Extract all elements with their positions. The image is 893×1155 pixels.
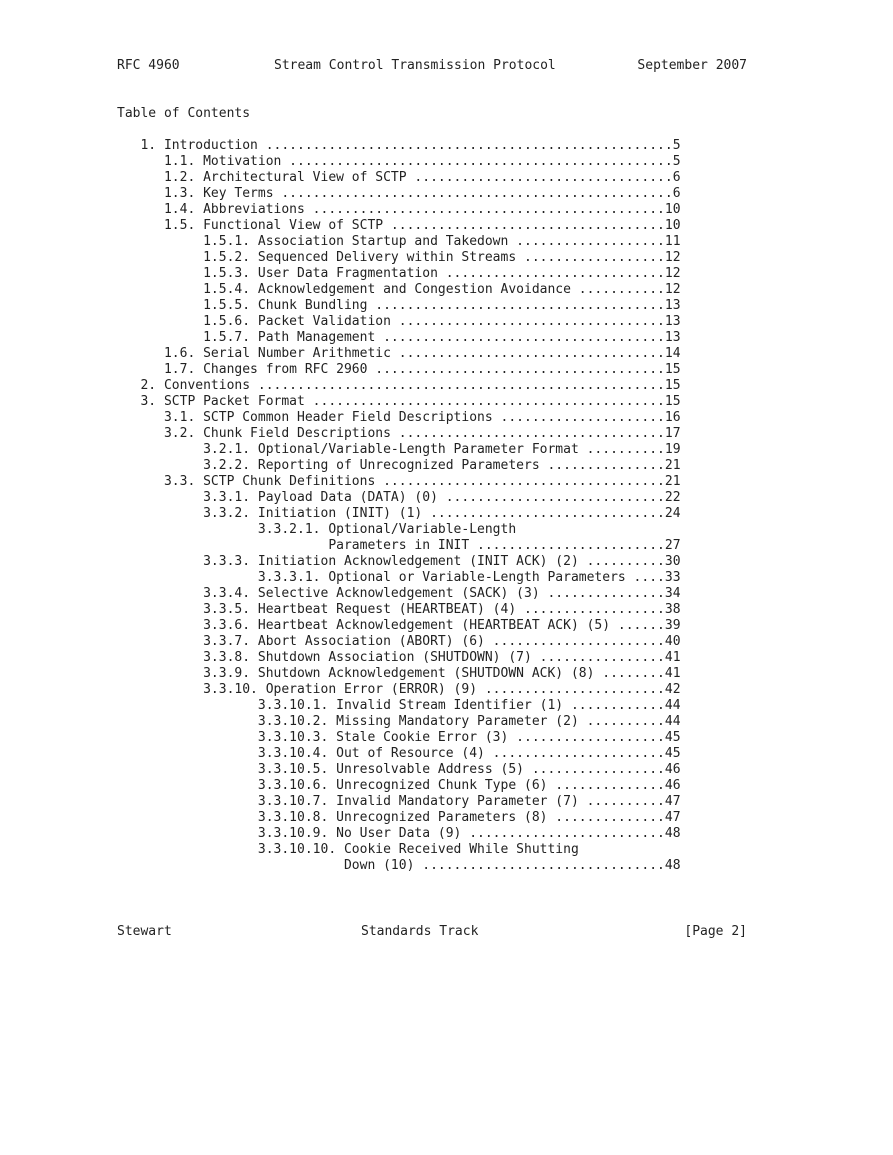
toc-entry[interactable]: 1.5.7. Path Management ....................................13 bbox=[117, 330, 681, 345]
toc-entry[interactable]: 3.3.10.6. Unrecognized Chunk Type (6) ..............46 bbox=[117, 778, 681, 793]
toc-entry[interactable]: 1. Introduction ....................................................5 bbox=[117, 138, 681, 153]
table-of-contents bbox=[117, 138, 747, 874]
header-date: September 2007 bbox=[637, 58, 747, 73]
page-header bbox=[117, 58, 747, 74]
toc-entry[interactable]: 3.3.3.1. Optional or Variable-Length Parameters ....33 bbox=[117, 570, 681, 585]
toc-heading: Table of Contents bbox=[117, 106, 251, 121]
toc-entry[interactable]: 3.1. SCTP Common Header Field Descriptions .....................16 bbox=[117, 410, 681, 425]
toc-entry[interactable]: 3.3.10.10. Cookie Received While Shutting bbox=[117, 842, 579, 857]
footer-author: Stewart bbox=[117, 924, 172, 939]
toc-entry[interactable]: 3.3.10.9. No User Data (9) .........................48 bbox=[117, 826, 681, 841]
toc-entry[interactable]: 1.2. Architectural View of SCTP .................................6 bbox=[117, 170, 681, 185]
toc-entry[interactable]: 3.3.2.1. Optional/Variable-Length bbox=[117, 522, 517, 537]
toc-entry[interactable]: 3.3.9. Shutdown Acknowledgement (SHUTDOWN ACK) (8) ........41 bbox=[117, 666, 681, 681]
toc-entry[interactable]: 3.2.2. Reporting of Unrecognized Parameters ...............21 bbox=[117, 458, 681, 473]
toc-entry[interactable]: Down (10) ...............................48 bbox=[117, 858, 681, 873]
toc-entry[interactable]: 3.3.10.5. Unresolvable Address (5) .................46 bbox=[117, 762, 681, 777]
toc-entry[interactable]: 3.3.10.1. Invalid Stream Identifier (1) ............44 bbox=[117, 698, 681, 713]
toc-entry[interactable]: 3.3.8. Shutdown Association (SHUTDOWN) (7) ................41 bbox=[117, 650, 681, 665]
toc-entry[interactable]: 1.5.5. Chunk Bundling .....................................13 bbox=[117, 298, 681, 313]
toc-entry[interactable]: 1.6. Serial Number Arithmetic ..................................14 bbox=[117, 346, 681, 361]
toc-entry[interactable]: 3.3.7. Abort Association (ABORT) (6) ......................40 bbox=[117, 634, 681, 649]
toc-entry[interactable]: 1.7. Changes from RFC 2960 .....................................15 bbox=[117, 362, 681, 377]
header-rfc-number: RFC 4960 bbox=[117, 58, 180, 73]
toc-entry[interactable]: 1.5.4. Acknowledgement and Congestion Avoidance ...........12 bbox=[117, 282, 681, 297]
toc-entry[interactable]: 3.3.10. Operation Error (ERROR) (9) .......................42 bbox=[117, 682, 681, 697]
toc-entry[interactable]: 1.4. Abbreviations .............................................10 bbox=[117, 202, 681, 217]
toc-entry[interactable]: 1.5.6. Packet Validation ..................................13 bbox=[117, 314, 681, 329]
toc-entry[interactable]: 1.5.1. Association Startup and Takedown ...................11 bbox=[117, 234, 681, 249]
toc-entry[interactable]: Parameters in INIT ........................27 bbox=[117, 538, 681, 553]
toc-entry[interactable]: 3.2.1. Optional/Variable-Length Parameter Format ..........19 bbox=[117, 442, 681, 457]
toc-entry[interactable]: 3.3.10.3. Stale Cookie Error (3) ...................45 bbox=[117, 730, 681, 745]
toc-entry[interactable]: 3.3. SCTP Chunk Definitions ....................................21 bbox=[117, 474, 681, 489]
header-title: Stream Control Transmission Protocol bbox=[274, 58, 556, 73]
toc-entry[interactable]: 3.3.4. Selective Acknowledgement (SACK) (3) ...............34 bbox=[117, 586, 681, 601]
toc-entry[interactable]: 3.3.5. Heartbeat Request (HEARTBEAT) (4) ..................38 bbox=[117, 602, 681, 617]
toc-entry[interactable]: 3.3.10.8. Unrecognized Parameters (8) ..............47 bbox=[117, 810, 681, 825]
toc-entry[interactable]: 3.3.3. Initiation Acknowledgement (INIT ACK) (2) ..........30 bbox=[117, 554, 681, 569]
toc-entry[interactable]: 3. SCTP Packet Format .............................................15 bbox=[117, 394, 681, 409]
toc-entry[interactable]: 3.3.2. Initiation (INIT) (1) ..............................24 bbox=[117, 506, 681, 521]
page-footer bbox=[117, 924, 747, 940]
footer-status: Standards Track bbox=[361, 924, 479, 939]
toc-entry[interactable]: 3.2. Chunk Field Descriptions ..................................17 bbox=[117, 426, 681, 441]
toc-entry[interactable]: 3.3.10.2. Missing Mandatory Parameter (2) ..........44 bbox=[117, 714, 681, 729]
toc-entry[interactable]: 1.1. Motivation .................................................5 bbox=[117, 154, 681, 169]
toc-entry[interactable]: 1.3. Key Terms ..................................................6 bbox=[117, 186, 681, 201]
toc-entry[interactable]: 1.5. Functional View of SCTP ...................................10 bbox=[117, 218, 681, 233]
toc-entry[interactable]: 3.3.1. Payload Data (DATA) (0) ............................22 bbox=[117, 490, 681, 505]
footer-page-number: [Page 2] bbox=[684, 924, 747, 939]
toc-entry[interactable]: 2. Conventions ....................................................15 bbox=[117, 378, 681, 393]
toc-entry[interactable]: 1.5.3. User Data Fragmentation ............................12 bbox=[117, 266, 681, 281]
toc-entry[interactable]: 3.3.6. Heartbeat Acknowledgement (HEARTBEAT ACK) (5) ......39 bbox=[117, 618, 681, 633]
toc-entry[interactable]: 1.5.2. Sequenced Delivery within Streams ..................12 bbox=[117, 250, 681, 265]
toc-entry[interactable]: 3.3.10.4. Out of Resource (4) ......................45 bbox=[117, 746, 681, 761]
toc-entry[interactable]: 3.3.10.7. Invalid Mandatory Parameter (7) ..........47 bbox=[117, 794, 681, 809]
